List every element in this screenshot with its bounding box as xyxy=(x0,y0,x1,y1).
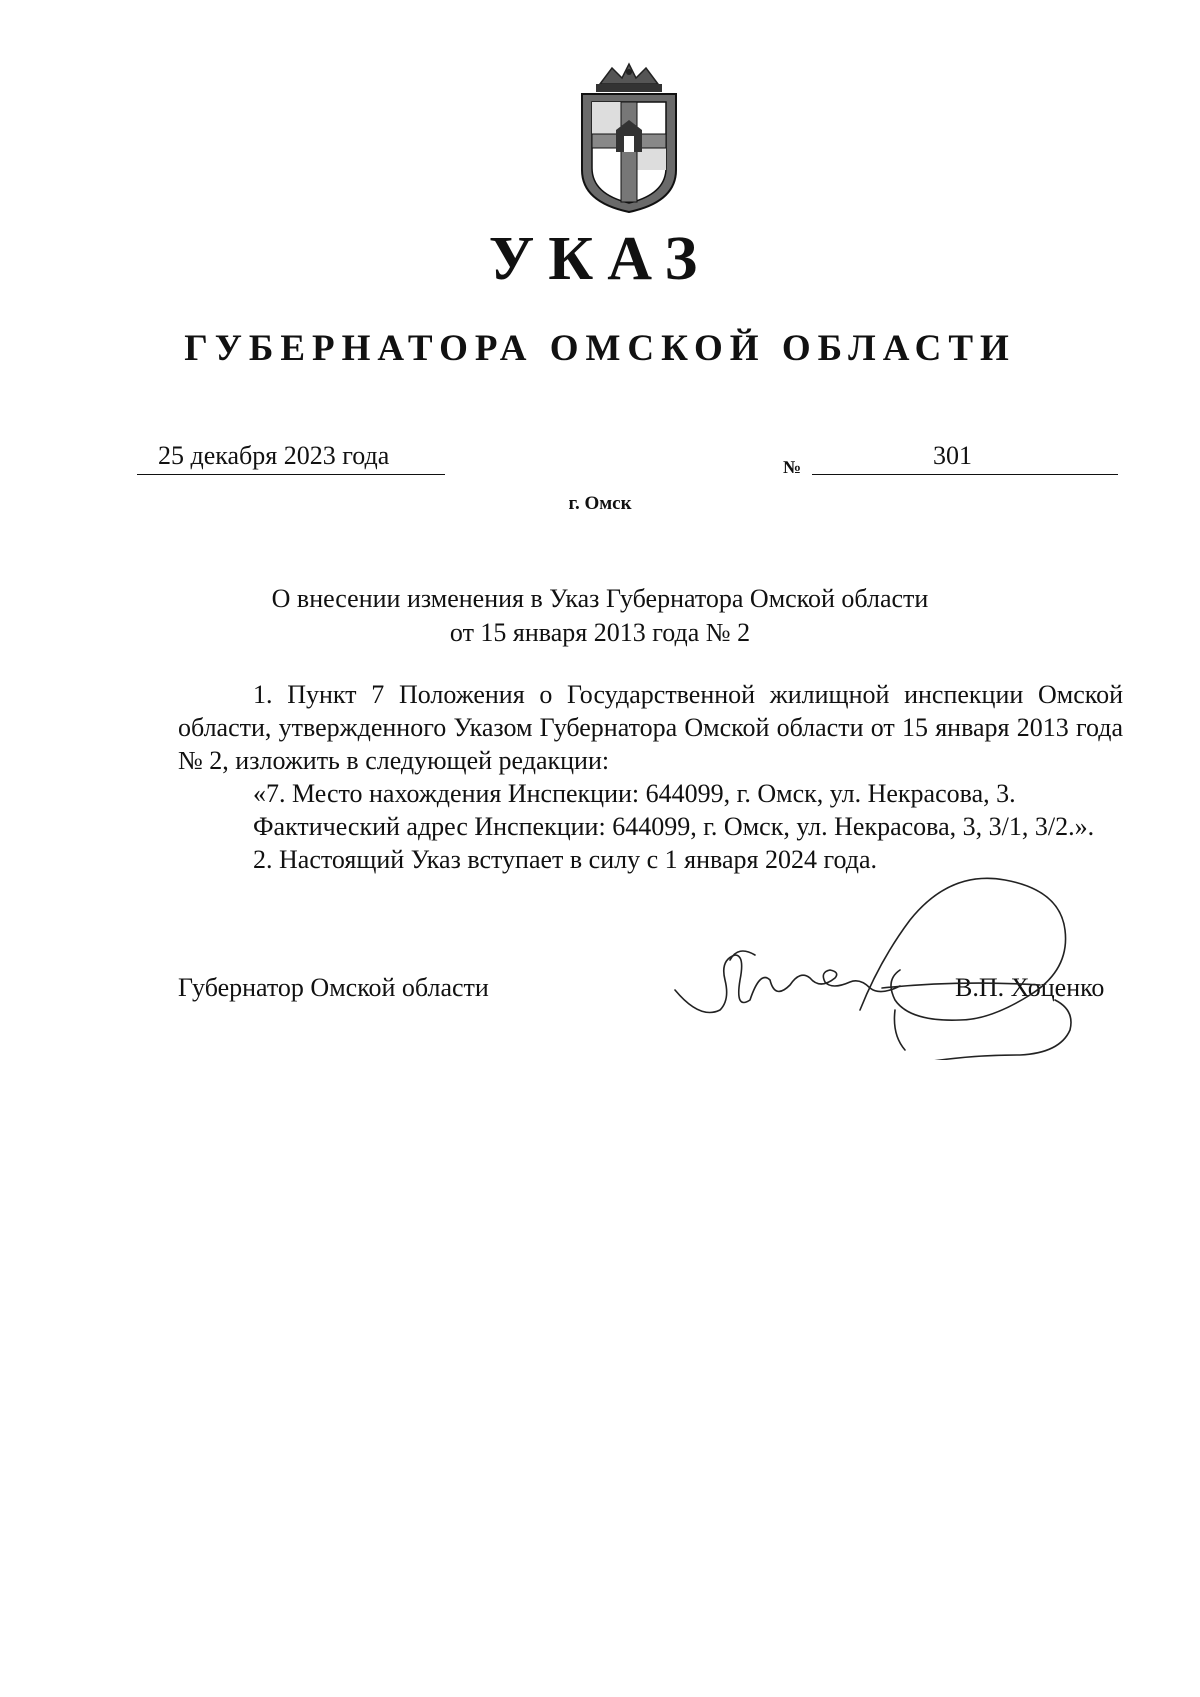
subject-line-1: О внесении изменения в Указ Губернатора Омской области xyxy=(271,584,929,613)
document-subject xyxy=(0,582,1200,650)
document-city: г. Омск xyxy=(568,493,632,514)
signer-name: В.П. Хоценко xyxy=(955,973,1105,1002)
document-subtitle: ГУБЕРНАТОРА ОМСКОЙ ОБЛАСТИ xyxy=(184,328,1016,369)
document-body xyxy=(178,678,1123,876)
handwritten-signature xyxy=(660,860,1130,1060)
paragraph-4: 2. Настоящий Указ вступает в силу с 1 января 2024 года. xyxy=(253,845,877,874)
paragraph-1: 1. Пункт 7 Положения о Государственной жилищной инспекции Омской области, утвержденного Указом Губернатора Омской области от 15 января 2013 года № 2, изложить в следующей редакции: xyxy=(178,680,1123,775)
document-number: 301 xyxy=(933,441,972,470)
paragraph-2: «7. Место нахождения Инспекции: 644099, г. Омск, ул. Некрасова, 3. xyxy=(253,779,1016,808)
subject-line-2: от 15 января 2013 года № 2 xyxy=(449,618,751,647)
document-date: 25 декабря 2023 года xyxy=(158,441,390,470)
document-title: УКАЗ xyxy=(488,225,712,293)
coat-of-arms-icon xyxy=(572,62,686,214)
number-sign: № xyxy=(783,457,802,477)
paragraph-3: Фактический адрес Инспекции: 644099, г. Омск, ул. Некрасова, 3, 3/1, 3/2.». xyxy=(253,812,1095,841)
signer-position: Губернатор Омской области xyxy=(178,973,489,1002)
